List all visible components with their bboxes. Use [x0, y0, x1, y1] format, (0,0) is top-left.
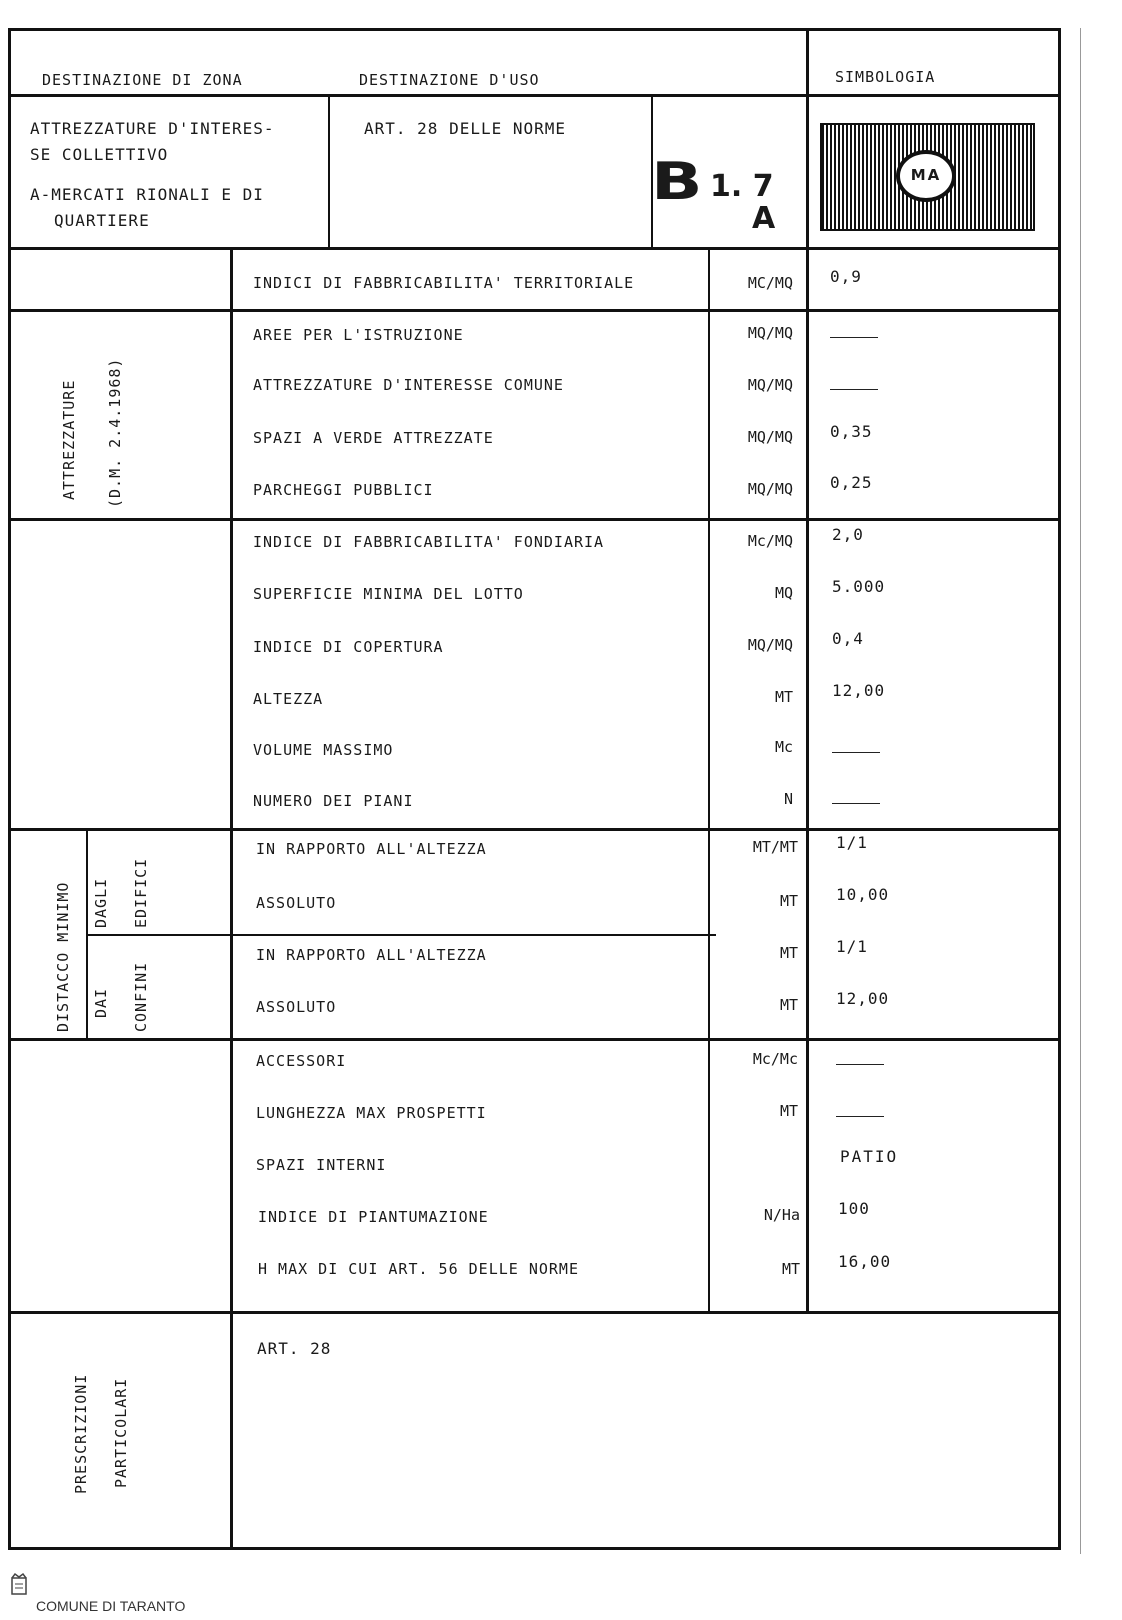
attr-row-unit: MQ/MQ	[747, 376, 793, 394]
zone-code-subletter: A	[752, 201, 776, 236]
confini-side-1: DAI	[92, 987, 110, 1018]
zona-header: DESTINAZIONE DI ZONA	[42, 71, 243, 89]
uso-text: ART. 28 DELLE NORME	[364, 119, 567, 138]
fondiaria-row-empty-dash	[832, 752, 880, 753]
attr-row-label: AREE PER L'ISTRUZIONE	[253, 326, 464, 344]
attr-row-empty-dash	[830, 337, 878, 338]
frame-left	[8, 28, 11, 1550]
fondiaria-row-label: INDICE DI COPERTURA	[253, 638, 444, 656]
footer-text: COMUNE DI TARANTO	[36, 1598, 186, 1614]
distacco-row-unit: MT/MT	[752, 838, 798, 856]
altri-row-unit: Mc/Mc	[752, 1050, 798, 1068]
zoning-sheet	[8, 28, 1081, 1554]
fondiaria-row-value: 2,0	[832, 525, 864, 544]
distacco-row-label: IN RAPPORTO ALL'ALTEZZA	[256, 946, 487, 964]
attr-row-unit: MQ/MQ	[747, 480, 793, 498]
distacco-row-unit: MT	[779, 996, 798, 1014]
attr-row-empty-dash	[830, 389, 878, 390]
altri-row-value: 16,00	[838, 1252, 892, 1271]
distacco-row-value: 1/1	[836, 937, 868, 956]
altri-row-label: SPAZI INTERNI	[256, 1156, 387, 1174]
fondiaria-row-unit: Mc	[774, 738, 793, 756]
altri-row-unit: MT	[781, 1260, 800, 1278]
zona-line-1: ATTREZZATURE D'INTERES-	[30, 119, 275, 138]
fondiaria-row-unit: Mc/MQ	[747, 532, 793, 550]
attr-row-value: 0,35	[830, 422, 873, 441]
distacco-row-label: IN RAPPORTO ALL'ALTEZZA	[256, 840, 487, 858]
fondiaria-row-label: SUPERFICIE MINIMA DEL LOTTO	[253, 585, 524, 603]
zone-code-letter: B	[651, 152, 703, 212]
fondiaria-row-label: INDICE DI FABBRICABILITA' FONDIARIA	[253, 533, 605, 551]
altri-row-empty-dash	[836, 1116, 884, 1117]
altri-row-label: INDICE DI PIANTUMAZIONE	[258, 1208, 489, 1226]
fondiaria-row-label: ALTEZZA	[253, 690, 324, 708]
symbol-label: MA	[910, 166, 942, 184]
altri-row-unit: N/Ha	[763, 1206, 800, 1224]
confini-side-2: CONFINI	[132, 961, 150, 1032]
zona-line-2: SE COLLETTIVO	[30, 145, 169, 164]
distacco-row-unit: MT	[779, 944, 798, 962]
frame-right	[1058, 28, 1061, 1550]
altri-row-value: PATIO	[840, 1147, 899, 1166]
attr-row-unit: MQ/MQ	[747, 324, 793, 342]
altri-row-label: H MAX DI CUI ART. 56 DELLE NORME	[258, 1260, 579, 1278]
zona-line-3: A-MERCATI RIONALI E DI	[30, 185, 264, 204]
prescrizioni-side-2: PARTICOLARI	[112, 1377, 130, 1488]
zona-line-4: QUARTIERE	[54, 211, 150, 230]
altri-row-empty-dash	[836, 1064, 884, 1065]
frame-bottom	[8, 1547, 1061, 1550]
fondiaria-row-value: 12,00	[832, 681, 886, 700]
zone-code-number: 1. 7	[710, 169, 774, 204]
fondiaria-row-unit: MT	[774, 688, 793, 706]
attr-row-value: 0,25	[830, 473, 873, 492]
fondiaria-row-value: 5.000	[832, 577, 886, 596]
indice-territoriale-unit: MC/MQ	[747, 274, 793, 292]
distacco-row-value: 10,00	[836, 885, 890, 904]
distacco-row-label: ASSOLUTO	[256, 894, 337, 912]
altri-row-value: 100	[838, 1199, 870, 1218]
uso-header: DESTINAZIONE D'USO	[359, 71, 540, 89]
edifici-side-1: DAGLI	[92, 877, 110, 928]
fondiaria-row-value: 0,4	[832, 629, 864, 648]
prescrizioni-side-1: PRESCRIZIONI	[72, 1373, 90, 1494]
fondiaria-row-label: NUMERO DEI PIANI	[253, 792, 414, 810]
attrezzature-side-1: ATTREZZATURE	[60, 379, 78, 500]
indice-territoriale-value: 0,9	[830, 267, 862, 286]
fondiaria-row-empty-dash	[832, 803, 880, 804]
distacco-row-label: ASSOLUTO	[256, 998, 337, 1016]
comune-crest-icon	[9, 1572, 29, 1598]
frame-top	[8, 28, 1060, 31]
attr-row-label: PARCHEGGI PUBBLICI	[253, 481, 434, 499]
distacco-row-value: 12,00	[836, 989, 890, 1008]
fondiaria-row-label: VOLUME MASSIMO	[253, 741, 394, 759]
fondiaria-row-unit: MQ/MQ	[747, 636, 793, 654]
distacco-row-value: 1/1	[836, 833, 868, 852]
fondiaria-row-unit: N	[783, 790, 793, 808]
distacco-side: DISTACCO MINIMO	[54, 881, 72, 1032]
simbologia-header: SIMBOLOGIA	[835, 68, 936, 86]
altri-row-unit: MT	[779, 1102, 798, 1120]
distacco-row-unit: MT	[779, 892, 798, 910]
altri-row-label: LUNGHEZZA MAX PROSPETTI	[256, 1104, 487, 1122]
altri-row-label: ACCESSORI	[256, 1052, 347, 1070]
indice-territoriale-label: INDICI DI FABBRICABILITA' TERRITORIALE	[253, 274, 635, 292]
attr-row-label: SPAZI A VERDE ATTREZZATE	[253, 429, 494, 447]
fondiaria-row-unit: MQ	[774, 584, 793, 602]
edifici-side-2: EDIFICI	[132, 857, 150, 928]
attr-row-label: ATTREZZATURE D'INTERESSE COMUNE	[253, 376, 564, 394]
prescrizioni-text: ART. 28	[257, 1339, 332, 1358]
attr-row-unit: MQ/MQ	[747, 428, 793, 446]
attrezzature-side-2: (D.M. 2.4.1968)	[106, 357, 124, 508]
